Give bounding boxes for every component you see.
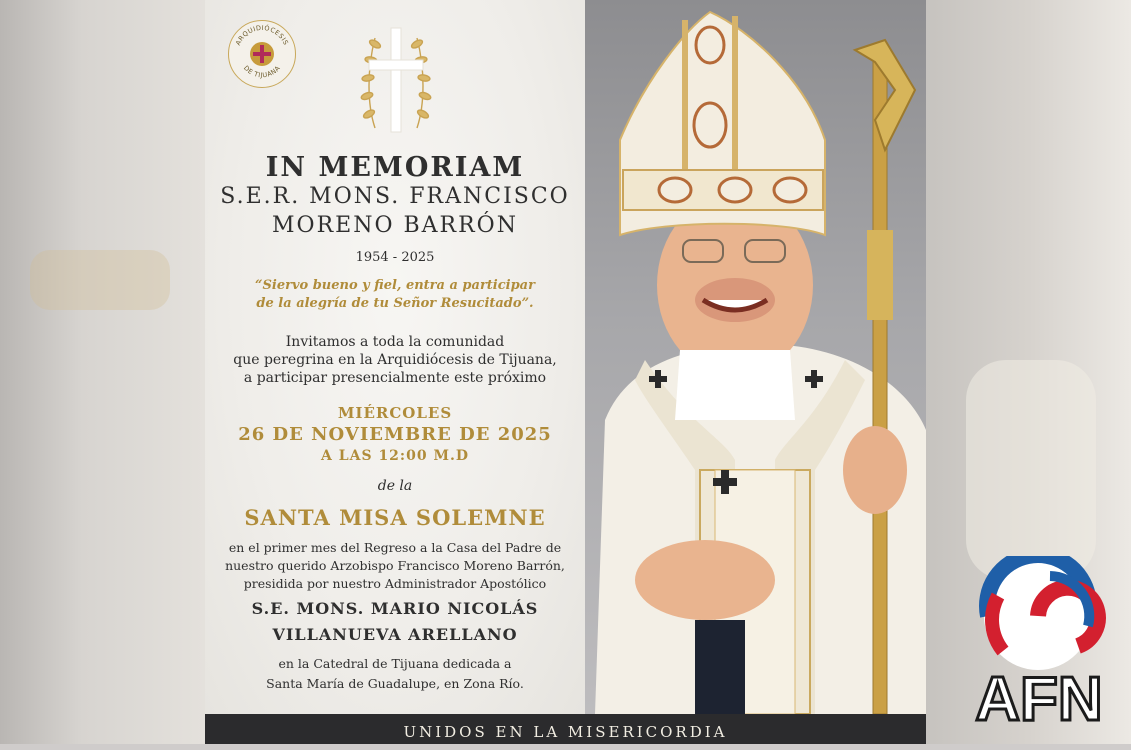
quote-line-1: “Siervo bueno y fiel, entra a participar (255, 278, 535, 293)
archdiocese-seal-icon (228, 20, 296, 88)
title-name-line2: MORENO BARRÓN (272, 213, 518, 238)
blurred-background-left (0, 0, 205, 744)
invite-line-3: a participar presencialmente este próximo (243, 370, 547, 386)
body-line-2: nuestro querido Arzobispo Francisco Moreno Barrón, (225, 558, 565, 573)
life-years: 1954 - 2025 (355, 250, 435, 265)
event-date: 26 DE NOVIEMBRE DE 2025 (238, 424, 552, 445)
portrait-illustration (585, 0, 926, 714)
afn-logo-text: AFN (975, 665, 1103, 734)
cross-laurel-icon (355, 24, 437, 136)
invite-line-2: que peregrina en la Arquidiócesis de Tijuana, (233, 352, 557, 368)
seal-text-bottom: DE TIJUANA (241, 64, 283, 80)
seal-cross-icon (250, 42, 274, 66)
archbishop-portrait (585, 0, 926, 714)
body-line-3: presidida por nuestro Administrador Apostólico (243, 576, 547, 591)
mass-title: SANTA MISA SOLEMNE (244, 505, 546, 530)
invitation-text (205, 333, 585, 387)
svg-text:DE TIJUANA (242, 64, 282, 79)
invite-line-1: Invitamos a toda la comunidad (285, 334, 505, 350)
location-text (205, 654, 585, 694)
title-in-memoriam: IN MEMORIAM (265, 152, 525, 183)
de-la-text: de la (377, 478, 413, 494)
title-name-line1: S.E.R. MONS. FRANCISCO (220, 184, 570, 209)
celebrant-name-line1: S.E. MONS. MARIO NICOLÁS (251, 599, 539, 618)
quote-line-2: de la alegría de tu Señor Resucitado”. (256, 296, 534, 311)
mass-description (205, 539, 585, 593)
event-time: A LAS 12:00 M.D (321, 448, 469, 464)
celebrant-name-line2: VILLANUEVA ARELLANO (272, 625, 518, 644)
body-line-1: en el primer mes del Regreso a la Casa del Padre de (228, 540, 562, 555)
scripture-quote (205, 277, 585, 313)
event-weekday: MIÉRCOLES (337, 404, 453, 422)
place-line-2: Santa María de Guadalupe, en Zona Río. (266, 676, 524, 691)
footer-banner: UNIDOS EN LA MISERICORDIA (205, 714, 926, 744)
seal-text-top: ARQUIDIÓCESIS (233, 23, 291, 47)
place-line-1: en la Catedral de Tijuana dedicada a (278, 656, 512, 671)
